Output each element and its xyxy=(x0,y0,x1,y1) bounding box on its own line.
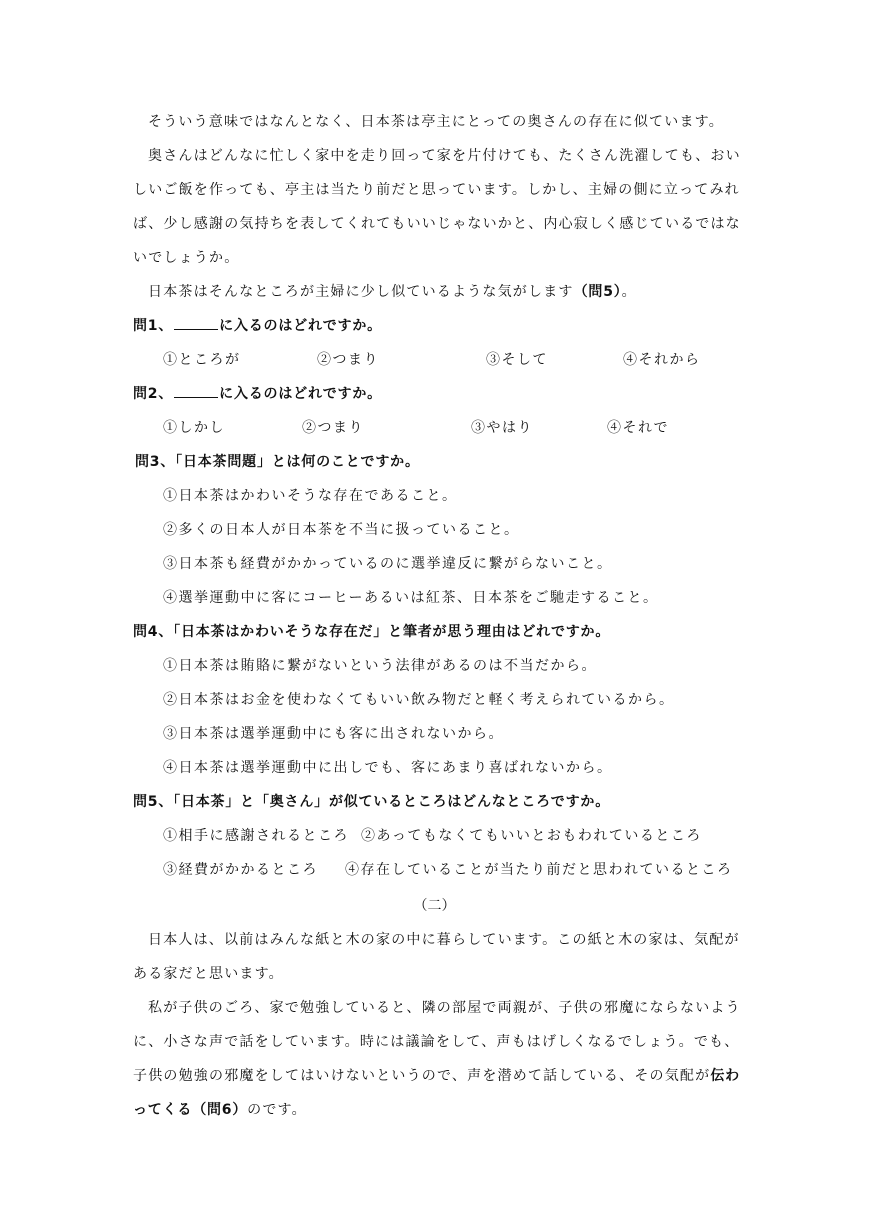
section-heading: （二） xyxy=(413,898,456,914)
underlined-phrase: 伝わ xyxy=(710,1068,740,1084)
option-5-1: ①相手に感謝されるところ xyxy=(163,828,349,844)
question-label: 問1、 xyxy=(133,318,174,334)
paragraph-line: しいご飯を作っても、亭主は当たり前だと思っています。しかし、主婦の側に立ってみれ xyxy=(133,182,740,198)
option-4-3: ③日本茶は選挙運動中にも客に出されないから。 xyxy=(163,726,504,742)
option-2-3: ③やはり xyxy=(471,420,533,436)
option-3-2: ②多くの日本人が日本茶を不当に扱っていること。 xyxy=(163,522,520,538)
paragraph-line: ば、少し感謝の気持ちを表してくれてもいいじゃないかと、内心寂しく感じているではな xyxy=(133,216,741,232)
option-4-1: ①日本茶は賄賂に繋がないという法律があるのは不当だから。 xyxy=(163,658,597,674)
paragraph-line: 私が子供のごろ、家で勉強していると、隣の部屋で両親が、子供の邪魔にならないよう xyxy=(148,1000,741,1016)
option-5-3: ③経費がかかるところ xyxy=(163,862,318,878)
paragraph-line xyxy=(133,1066,738,1086)
question-label: 問2、 xyxy=(133,386,174,402)
question-marker: （問5） xyxy=(573,284,622,300)
answer-blank xyxy=(174,316,218,330)
option-1-2: ②つまり xyxy=(317,352,379,368)
question-text: に入るのはどれですか。 xyxy=(219,386,382,402)
question-3-stem: 問3、「日本茶問題」とは何のことですか。 xyxy=(135,454,420,470)
paragraph-line: に、小さな声で話をしています。時には議論をして、声もはげしくなるでしょう。でも、 xyxy=(133,1034,740,1050)
option-1-3: ③そして xyxy=(486,352,548,368)
question-1-stem xyxy=(133,316,382,336)
paragraph-text: 日本茶はそんなところが主婦に少し似ているような気がします xyxy=(148,284,574,300)
paragraph-line xyxy=(133,1100,307,1120)
option-2-1: ①しかし xyxy=(163,420,225,436)
paragraph-end: 。 xyxy=(621,284,637,300)
paragraph-line: 奥さんはどんなに忙しく家中を走り回って家を片付けても、たくさん洗濯しても、おい xyxy=(148,148,741,164)
question-text: に入るのはどれですか。 xyxy=(219,318,382,334)
option-4-4: ④日本茶は選挙運動中に出しでも、客にあまり喜ばれないから。 xyxy=(163,760,613,776)
question-4-stem: 問4、「日本茶はかわいそうな存在だ」と筆者が思う理由はどれですか。 xyxy=(133,624,611,640)
option-1-1: ①ところが xyxy=(163,352,241,368)
paragraph-line: 日本人は、以前はみんな紙と木の家の中に暮らしています。この紙と木の家は、気配が xyxy=(148,932,740,948)
option-3-1: ①日本茶はかわいそうな存在であること。 xyxy=(163,488,458,504)
paragraph-end: のです。 xyxy=(247,1102,307,1118)
option-5-4: ④存在していることが当たり前だと思われているところ xyxy=(345,862,733,878)
option-3-3: ③日本茶も経費がかかっているのに選挙違反に繋がらないこと。 xyxy=(163,556,613,572)
option-2-2: ②つまり xyxy=(302,420,364,436)
option-4-2: ②日本茶はお金を使わなくてもいい飲み物だと軽く考えられているから。 xyxy=(163,692,675,708)
paragraph-line: ある家だと思います。 xyxy=(133,966,284,982)
paragraph-line: そういう意味ではなんとなく、日本茶は亭主にとっての奥さんの存在に似ています。 xyxy=(148,114,724,130)
question-2-stem xyxy=(133,384,382,404)
paragraph-line xyxy=(148,282,637,302)
option-1-4: ④それから xyxy=(623,352,701,368)
answer-blank xyxy=(174,384,218,398)
paragraph-line: いでしょうか。 xyxy=(133,250,240,266)
option-2-4: ④それで xyxy=(607,420,669,436)
option-3-4: ④選挙運動中に客にコーヒーあるいは紅茶、日本茶をご馳走すること。 xyxy=(163,590,659,606)
question-5-stem: 問5、「日本茶」と「奥さん」が似ているところはどんなところですか。 xyxy=(133,794,610,810)
option-5-2: ②あってもなくてもいいとおもわれているところ xyxy=(361,828,702,844)
underlined-phrase: ってくる（問6） xyxy=(133,1102,248,1118)
paragraph-text: 子供の勉強の邪魔をしてはいけないというので、声を潜めて話している、その気配が xyxy=(133,1068,711,1084)
